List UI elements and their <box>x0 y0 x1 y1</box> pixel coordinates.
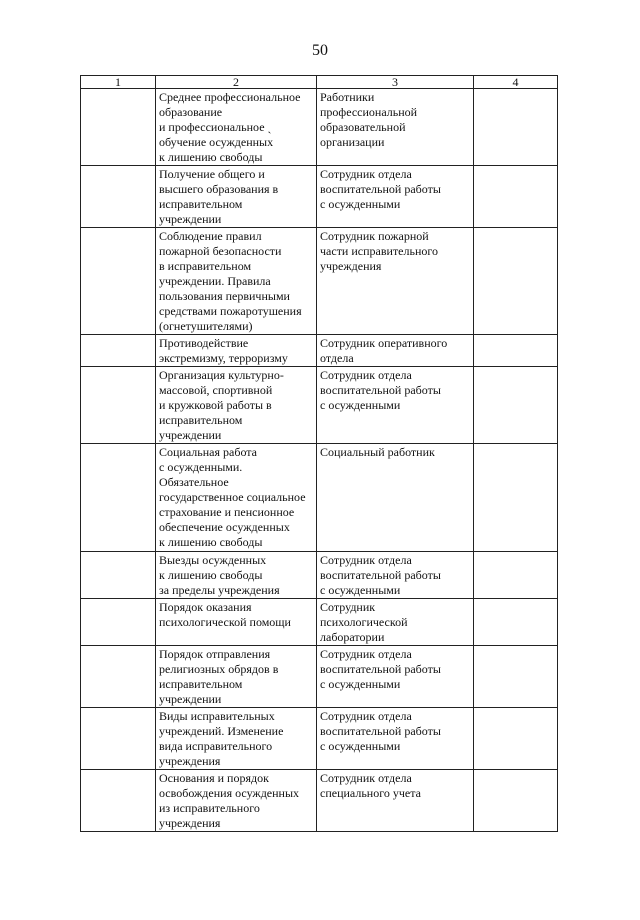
row-cell-responsible: Сотрудник отдела воспитательной работы с осужденными <box>317 166 474 228</box>
table-row <box>81 335 558 367</box>
row-cell-col4 <box>474 599 558 646</box>
row-cell-topic: Порядок отправления религиозных обрядов в исправительном учреждении <box>156 646 317 708</box>
table-header-row <box>81 76 558 89</box>
row-cell-col4 <box>474 166 558 228</box>
column-header-2: 2 <box>156 76 317 89</box>
page-number: 50 <box>312 42 328 59</box>
row-cell-col4 <box>474 367 558 444</box>
row-cell-responsible: Работники профессиональной образовательной организации <box>317 89 474 166</box>
row-cell-col1 <box>81 708 156 770</box>
row-cell-col1 <box>81 89 156 166</box>
row-cell-col1 <box>81 444 156 552</box>
row-cell-col4 <box>474 646 558 708</box>
table-row <box>81 228 558 335</box>
table-row <box>81 708 558 770</box>
row-cell-responsible: Сотрудник отдела воспитательной работы с осужденными <box>317 646 474 708</box>
row-cell-col1 <box>81 166 156 228</box>
row-cell-col1 <box>81 646 156 708</box>
row-cell-col4 <box>474 89 558 166</box>
table-row <box>81 89 558 166</box>
row-cell-col4 <box>474 770 558 832</box>
column-header-1: 1 <box>81 76 156 89</box>
row-cell-col1 <box>81 335 156 367</box>
row-cell-responsible: Социальный работник <box>317 444 474 552</box>
row-cell-col1 <box>81 770 156 832</box>
row-cell-col4 <box>474 335 558 367</box>
row-cell-topic: Противодействие экстремизму, терроризму <box>156 335 317 367</box>
row-cell-topic: Виды исправительных учреждений. Изменение вида исправительного учреждения <box>156 708 317 770</box>
table-row <box>81 166 558 228</box>
row-cell-col4 <box>474 552 558 599</box>
row-cell-topic: Основания и порядок освобождения осужденных из исправительного учреждения <box>156 770 317 832</box>
row-cell-responsible: Сотрудник психологической лаборатории <box>317 599 474 646</box>
column-header-4: 4 <box>474 76 558 89</box>
row-cell-topic: Получение общего и высшего образования в исправительном учреждении <box>156 166 317 228</box>
row-cell-responsible: Сотрудник отдела специального учета <box>317 770 474 832</box>
row-cell-responsible: Сотрудник отдела воспитательной работы с осужденными <box>317 708 474 770</box>
row-cell-topic: Выезды осужденных к лишению свободы за пределы учреждения <box>156 552 317 599</box>
row-cell-col1 <box>81 599 156 646</box>
row-cell-topic: Среднее профессиональное образование и профессиональное ˎ обучение осужденных к лишению свободы <box>156 89 317 166</box>
row-cell-topic: Организация культурно- массовой, спортивной и кружковой работы в исправительном учреждении <box>156 367 317 444</box>
row-cell-topic: Порядок оказания психологической помощи <box>156 599 317 646</box>
row-cell-topic: Социальная работа с осужденными. Обязательное государственное социальное страхование и пенсионное обеспечение осужденных к лишению свободы <box>156 444 317 552</box>
row-cell-col1 <box>81 552 156 599</box>
table-row <box>81 646 558 708</box>
table-row <box>81 552 558 599</box>
row-cell-col4 <box>474 708 558 770</box>
row-cell-topic: Соблюдение правил пожарной безопасности в исправительном учреждении. Правила пользования первичными средствами пожаротушения (огнетушителями) <box>156 228 317 335</box>
document-table <box>80 75 558 832</box>
row-cell-col4 <box>474 444 558 552</box>
row-cell-responsible: Сотрудник отдела воспитательной работы с осужденными <box>317 367 474 444</box>
table-row <box>81 770 558 832</box>
table-row <box>81 444 558 552</box>
row-cell-col4 <box>474 228 558 335</box>
row-cell-responsible: Сотрудник отдела воспитательной работы с осужденными <box>317 552 474 599</box>
table-row <box>81 367 558 444</box>
table-row <box>81 599 558 646</box>
column-header-3: 3 <box>317 76 474 89</box>
row-cell-responsible: Сотрудник оперативного отдела <box>317 335 474 367</box>
row-cell-col1 <box>81 367 156 444</box>
row-cell-responsible: Сотрудник пожарной части исправительного учреждения <box>317 228 474 335</box>
row-cell-col1 <box>81 228 156 335</box>
